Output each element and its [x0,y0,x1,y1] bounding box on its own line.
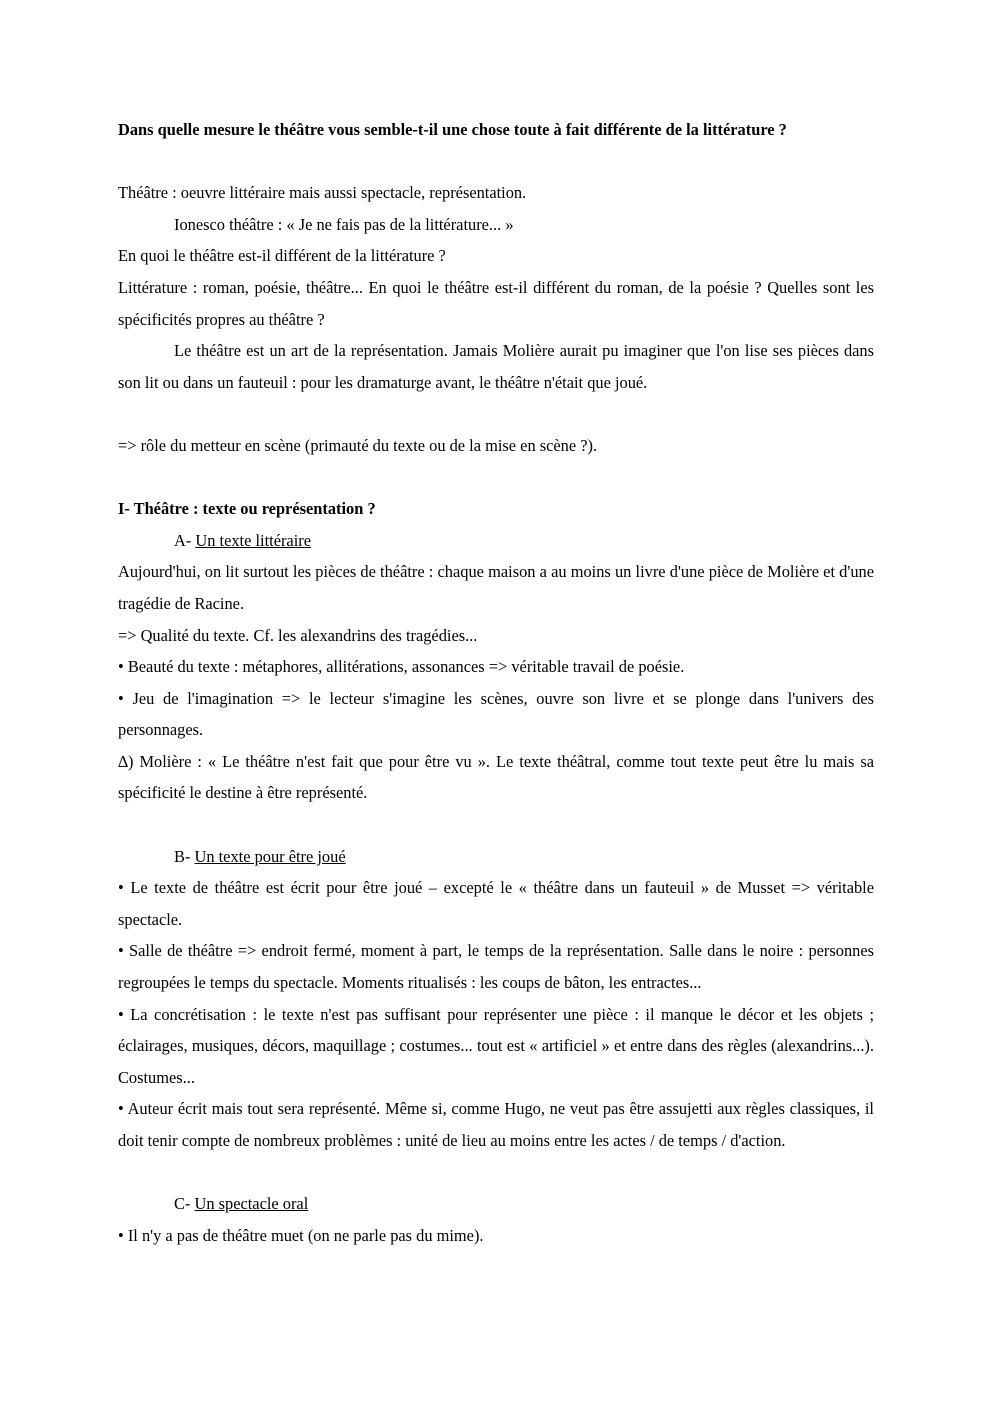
subsection-heading-b [118,841,874,873]
spacer [118,462,874,494]
a-bullet-imagination: • Jeu de l'imagination => le lecteur s'imagine les scènes, ouvre son livre et se plonge dans l'univers des personnages. [118,688,874,740]
a-bullet-beaute: • Beauté du texte : métaphores, allitérations, assonances => véritable travail de poésie. [118,657,685,677]
b-bullet-concretisation: • La concrétisation : le texte n'est pas suffisant pour représenter une pièce : il manque le décor et les objets ; éclairages, musiques, décors, maquillage ; costumes... tout est « artificiel » et entre dans des règles (alexandrins...). Costumes... [118,1004,874,1087]
spacer [118,809,874,841]
a-paragraph-2: => Qualité du texte. Cf. les alexandrins des tragédies... [118,625,478,645]
subsection-letter: C- [174,1194,195,1214]
spacer [118,1157,874,1189]
subsection-title: Un texte littéraire [195,530,311,550]
subsection-letter: B- [174,846,195,866]
intro-paragraph-1: Théâtre : oeuvre littéraire mais aussi spectacle, représentation. [118,183,527,203]
subsection-letter: A- [174,530,196,550]
page-title: Dans quelle mesure le théâtre vous semble-t-il une chose toute à fait différente de la littérature ? [118,120,787,139]
a-paragraph-moliere: ∆) Molière : « Le théâtre n'est fait que pour être vu ». Le texte théâtral, comme tout texte peut être lu mais sa spécificité le destine à être représenté. [118,751,874,803]
spacer [118,398,874,430]
intro-paragraph-representation: Le théâtre est un art de la représentation. Jamais Molière aurait pu imaginer que l'on lise ses pièces dans son lit ou dans un fauteuil : pour les dramaturge avant, le théâtre n'était que joué. [118,341,874,392]
subsection-title: Un spectacle oral [194,1194,309,1214]
b-bullet-auteur: • Auteur écrit mais tout sera représenté. Même si, comme Hugo, ne veut pas être assujetti aux règles classiques, il doit tenir compte de nombreux problèmes : unité de lieu au moins entre les actes / de temps / d'action. [118,1099,874,1150]
document-body [118,114,874,1251]
b-bullet-salle: • Salle de théâtre => endroit fermé, moment à part, le temps de la représentation. Salle dans le noire : personnes regroupées le temps du spectacle. Moments ritualisés : les coups de bâton, les entractes... [118,941,874,993]
intro-quote-ionesco: Ionesco théâtre : « Je ne fais pas de la littérature... » [174,214,514,234]
b-bullet-joue: • Le texte de théâtre est écrit pour être joué – excepté le « théâtre dans un fauteuil » de Musset => véritable spectacle. [118,878,874,929]
subsection-heading-a [118,525,874,557]
spacer [118,146,874,178]
intro-metteur-en-scene: => rôle du metteur en scène (primauté du texte ou de la mise en scène ?). [118,435,598,455]
section-heading-part-1: I- Théâtre : texte ou représentation ? [118,499,376,519]
c-bullet-muet: • Il n'y a pas de théâtre muet (on ne parle pas du mime). [118,1225,484,1245]
intro-paragraph-litterature: Littérature : roman, poésie, théâtre... En quoi le théâtre est-il différent du roman, de la poésie ? Quelles sont les spécificités propres au théâtre ? [118,277,874,329]
subsection-title: Un texte pour être joué [194,846,346,866]
intro-question: En quoi le théâtre est-il différent de la littérature ? [118,246,446,266]
subsection-heading-c [118,1188,874,1220]
a-paragraph-1: Aujourd'hui, on lit surtout les pièces de théâtre : chaque maison a au moins un livre d'une pièce de Molière et d'une tragédie de Racine. [118,562,874,613]
